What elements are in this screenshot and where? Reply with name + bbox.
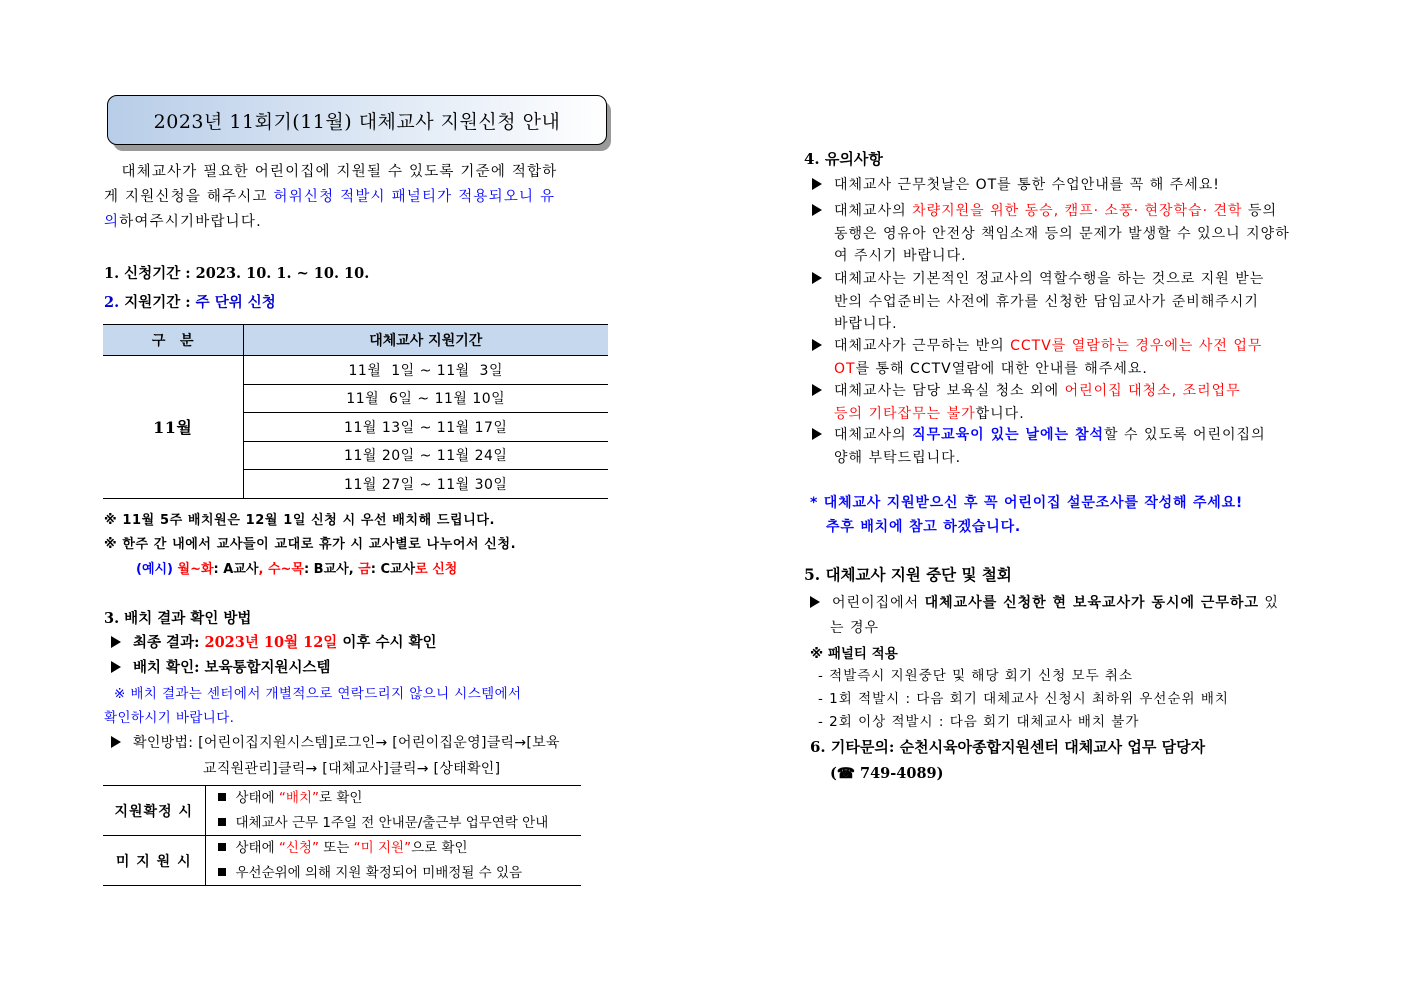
caution-item-1: 대체교사 근무첫날은 OT를 통한 수업안내를 꼭 해 주세요! bbox=[812, 174, 1220, 197]
square-bullet-icon bbox=[218, 868, 226, 876]
triangle-bullet-icon bbox=[812, 204, 822, 216]
status-items-confirmed bbox=[205, 786, 581, 836]
section-3-heading: 3. 배치 결과 확인 방법 bbox=[104, 610, 252, 627]
period-cell: 11월 20일 ~ 11월 24일 bbox=[243, 441, 608, 470]
header-category: 구 분 bbox=[103, 325, 243, 356]
list-item: 상태에 “배치”로 확인 bbox=[206, 786, 582, 811]
table-row bbox=[103, 836, 581, 886]
notice-line-2: 확인하시기 바랍니다. bbox=[104, 710, 235, 726]
list-item: 대체교사 근무 1주일 전 안내문/출근부 업무연락 안내 bbox=[206, 811, 582, 836]
triangle-bullet-icon bbox=[812, 339, 822, 351]
penalty-item-2: - 1회 적발시 : 다음 회기 대체교사 신청시 최하위 우선순위 배치 bbox=[818, 691, 1229, 707]
square-bullet-icon bbox=[218, 843, 226, 851]
confirm-system-line: 배치 확인: 보육통합지원시스템 bbox=[111, 656, 331, 677]
section-5-heading: 5. 대체교사 지원 중단 및 철회 bbox=[804, 565, 1012, 584]
penalty-heading: ※ 패널티 적용 bbox=[810, 646, 898, 662]
final-result-line: 최종 결과: 2023년 10월 12일 이후 수시 확인 bbox=[111, 631, 437, 652]
withdrawal-condition: 어린이집에서 대체교사를 신청한 현 보육교사가 동시에 근무하고 있 는 경우 bbox=[810, 591, 1279, 641]
square-bullet-icon bbox=[218, 793, 226, 801]
square-bullet-icon bbox=[218, 818, 226, 826]
header-period: 대체교사 지원기간 bbox=[243, 325, 608, 356]
penalty-warning: 허위신청 적발시 패널티가 적용되오니 유 bbox=[273, 189, 556, 205]
section-1-application-period: 1. 신청기간 : 2023. 10. 1. ~ 10. 10. bbox=[104, 265, 370, 282]
triangle-bullet-icon bbox=[812, 384, 822, 396]
period-cell: 11월 27일 ~ 11월 30일 bbox=[243, 470, 608, 499]
triangle-bullet-icon bbox=[812, 178, 822, 190]
contact-phone: (☎ 749-4089) bbox=[830, 765, 944, 782]
section-4-heading: 4. 유의사항 bbox=[804, 150, 883, 168]
phone-icon: ☎ bbox=[836, 765, 855, 782]
triangle-bullet-icon bbox=[812, 272, 822, 284]
survey-request-line-1: * 대체교사 지원받으신 후 꼭 어린이집 설문조사를 작성해 주세요! bbox=[810, 495, 1244, 511]
status-label-not-supported: 미 지 원 시 bbox=[103, 836, 205, 886]
triangle-bullet-icon bbox=[111, 636, 121, 648]
section-6-heading: 6. 기타문의: 순천시육아종합지원센터 대체교사 업무 담당자 bbox=[810, 738, 1206, 756]
caution-item-3: 대체교사는 기본적인 정교사의 역할수행을 하는 것으로 지원 받는 반의 수업준비는 사전에 휴가를 신청한 담임교사가 준비해주시기 바랍니다. bbox=[812, 268, 1264, 336]
intro-line-3: 의하여주시기바랍니다. bbox=[104, 214, 262, 230]
survey-request-line-2: 추후 배치에 참고 하겠습니다. bbox=[826, 519, 1022, 535]
penalty-item-3: - 2회 이상 적발시 : 다음 회기 대체교사 배치 불가 bbox=[818, 714, 1140, 730]
schedule-header-row bbox=[103, 325, 608, 356]
note-example: (예시) 월~화: A교사, 수~목: B교사, 금: C교사로 신청 bbox=[136, 562, 458, 577]
caution-item-6: 대체교사의 직무교육이 있는 날에는 참석할 수 있도록 어린이집의 양해 부탁드립니다. bbox=[812, 424, 1266, 469]
page-title: 2023년 11회기(11월) 대체교사 지원신청 안내 bbox=[153, 110, 561, 133]
note-week5: ※ 11월 5주 배치원은 12월 1일 신청 시 우선 배치해 드립니다. bbox=[104, 513, 496, 528]
intro-line-1: 대체교사가 필요한 어린이집에 지원될 수 있도록 기준에 적합하 bbox=[121, 164, 558, 180]
period-cell: 11월 6일 ~ 11월 10일 bbox=[243, 384, 608, 413]
schedule-table bbox=[103, 324, 608, 499]
period-cell: 11월 1일 ~ 11월 3일 bbox=[243, 356, 608, 385]
triangle-bullet-icon bbox=[812, 428, 822, 440]
penalty-item-1: - 적발즉시 지원중단 및 해당 회기 신청 모두 취소 bbox=[818, 668, 1133, 684]
note-split-request: ※ 한주 간 내에서 교사들이 교대로 휴가 시 교사별로 나누어서 신청. bbox=[104, 537, 517, 552]
section-2-support-period: 2. 지원기간 : 주 단위 신청 bbox=[104, 294, 276, 311]
caution-item-4: 대체교사가 근무하는 반의 CCTV를 열람하는 경우에는 사전 업무 OT를 통해 CCTV열람에 대한 안내를 해주세요. bbox=[812, 335, 1262, 380]
status-items-not-supported bbox=[205, 836, 581, 886]
status-table bbox=[103, 785, 581, 886]
caution-item-5: 대체교사는 담당 보육실 청소 외에 어린이집 대청소, 조리업무 등의 기타잡무는 불가합니다. bbox=[812, 380, 1241, 425]
notice-line-1: ※ 배치 결과는 센터에서 개별적으로 연락드리지 않으니 시스템에서 bbox=[114, 686, 522, 702]
triangle-bullet-icon bbox=[111, 736, 121, 748]
table-row bbox=[103, 786, 581, 836]
table-row bbox=[103, 356, 608, 385]
caution-item-2: 대체교사의 차량지원을 위한 동승, 캠프· 소풍· 현장학습· 견학 등의 동행은 영유아 안전상 책임소재 등의 문제가 발생할 수 있으니 지양하 여 주시기 바랍니다. bbox=[812, 200, 1290, 268]
list-item: 우선순위에 의해 지원 확정되어 미배정될 수 있음 bbox=[206, 861, 582, 886]
check-method-line-2: 교직원관리]클릭→ [대체교사]클릭→ [상태확인] bbox=[203, 761, 501, 777]
status-label-confirmed: 지원확정 시 bbox=[103, 786, 205, 836]
triangle-bullet-icon bbox=[810, 596, 820, 608]
triangle-bullet-icon bbox=[111, 661, 121, 673]
list-item: 상태에 “신청” 또는 “미 지원”으로 확인 bbox=[206, 836, 582, 861]
period-cell: 11월 13일 ~ 11월 17일 bbox=[243, 413, 608, 442]
title-box bbox=[107, 95, 607, 145]
intro-line-2: 게 지원신청을 해주시고 허위신청 적발시 패널티가 적용되오니 유 bbox=[104, 189, 556, 205]
intro-paragraph bbox=[104, 160, 557, 235]
check-method-line-1: 확인방법: [어린이집지원시스템]로그인→ [어린이집운영]클릭→[보육 bbox=[111, 732, 560, 752]
month-cell: 11월 bbox=[103, 356, 243, 499]
